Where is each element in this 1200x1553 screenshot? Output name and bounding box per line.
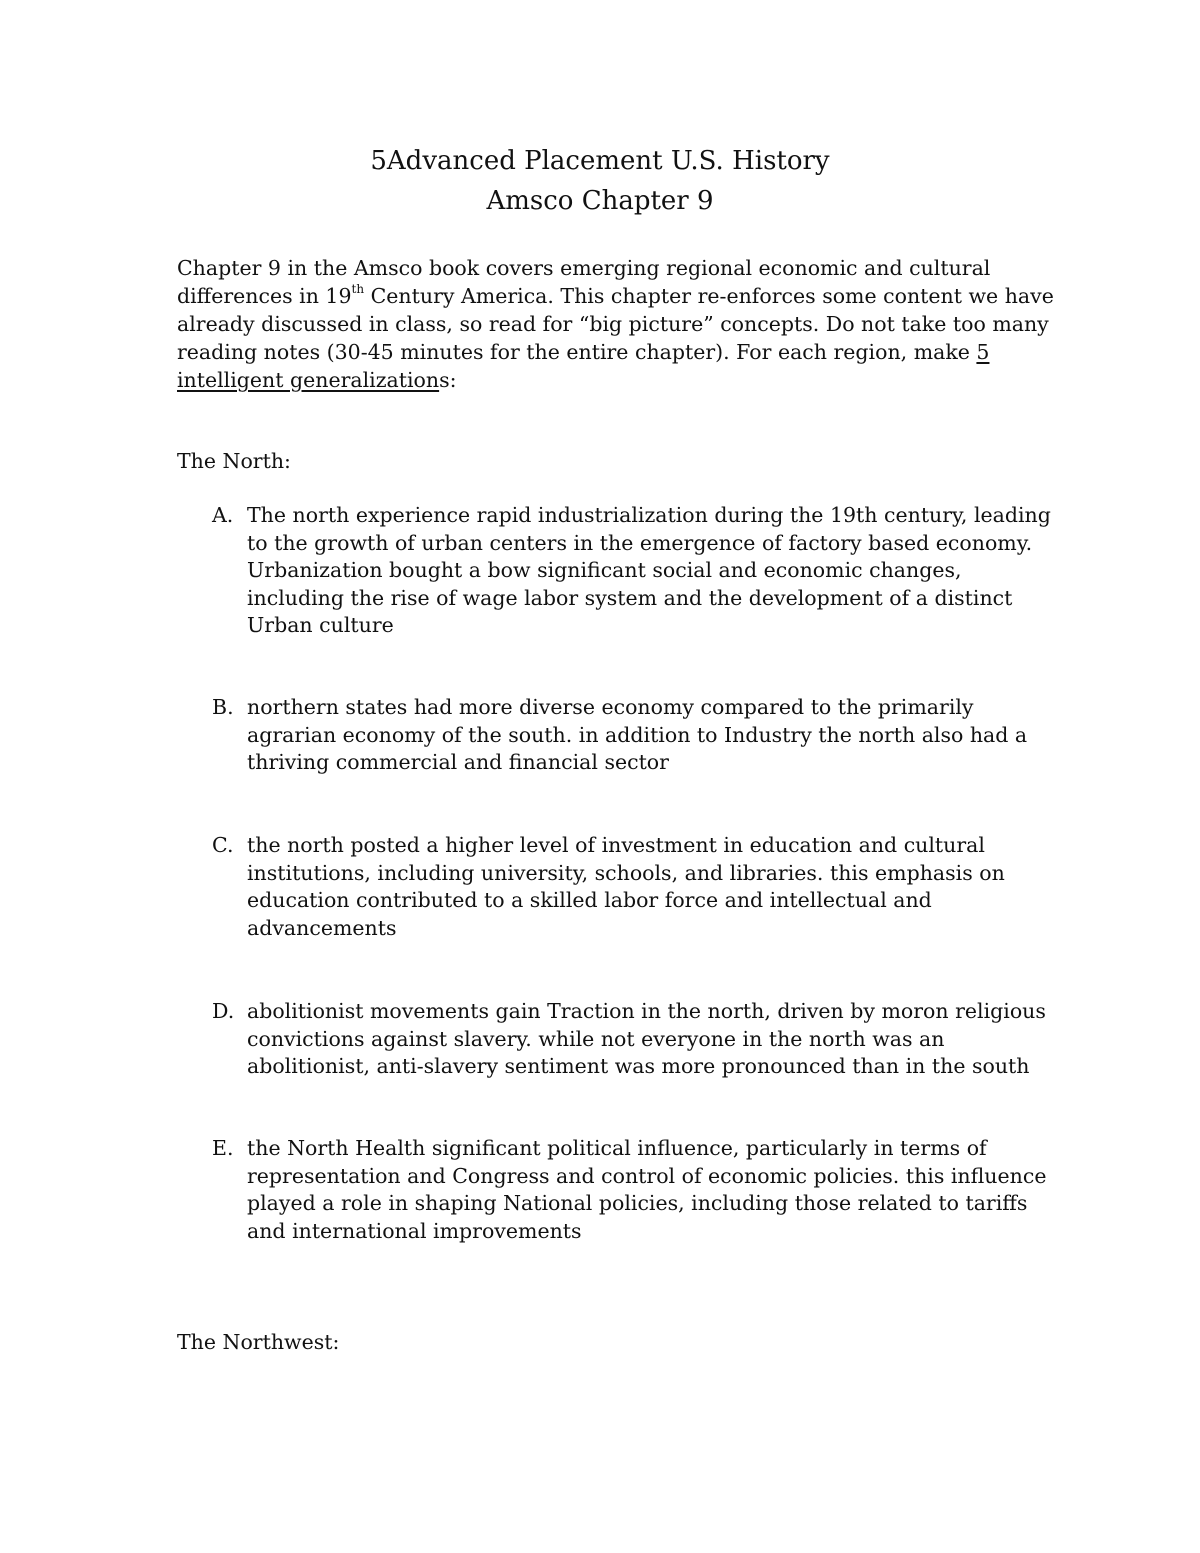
intro-underlined-text: 5 intelligent generalization bbox=[177, 340, 990, 392]
list-item-text: abolitionist movements gain Traction in the north, driven by moron religious convictions against slavery. while not everyone in the north was an abolitionist, anti-slavery sentiment was more pronounced than in the south bbox=[247, 999, 1046, 1078]
list-item-marker: D. bbox=[212, 999, 235, 1023]
list-item-marker: E. bbox=[212, 1136, 234, 1160]
list-item-marker: C. bbox=[212, 833, 234, 857]
list-item bbox=[212, 502, 1052, 640]
list-item-marker: B. bbox=[212, 695, 234, 719]
document-subtitle: Amsco Chapter 9 bbox=[486, 186, 714, 216]
list-item bbox=[212, 998, 1052, 1081]
list-item-text: the North Health significant political influence, particularly in terms of representation and Congress and control of economic policies. this influence played a role in shaping National policies, including those related to tariffs and international improvements bbox=[247, 1136, 1047, 1243]
intro-text-part1: Chapter 9 in the Amsco book covers emerging regional economic and cultural differences in 19 bbox=[177, 256, 991, 308]
intro-text-part3: s: bbox=[439, 368, 457, 392]
section-heading-north: The North: bbox=[177, 449, 291, 473]
list-item bbox=[212, 694, 1052, 777]
intro-paragraph bbox=[177, 254, 1057, 394]
intro-superscript: th bbox=[351, 282, 365, 297]
section-heading-northwest: The Northwest: bbox=[177, 1330, 340, 1354]
list-item-marker: A. bbox=[212, 503, 234, 527]
document-title: 5Advanced Placement U.S. History bbox=[370, 146, 830, 176]
list-item-text: northern states had more diverse economy compared to the primarily agrarian economy of the south. in addition to Industry the north also had a thriving commercial and financial sector bbox=[247, 695, 1028, 774]
list-item-text: the north posted a higher level of investment in education and cultural institutions, including university, schools, and libraries. this emphasis on education contributed to a skilled labor force and intellectual and advancements bbox=[247, 833, 1005, 940]
intro-text-part2: Century America. This chapter re-enforces some content we have already discussed in class, so read for “big picture” concepts. Do not take too many reading notes (30-45 minutes for the entire chapter). For each region, make bbox=[177, 284, 1054, 364]
list-item bbox=[212, 832, 1052, 942]
list-item bbox=[212, 1135, 1052, 1245]
list-item-text: The north experience rapid industrialization during the 19th century, leading to the growth of urban centers in the emergence of factory based economy. Urbanization bought a bow significant social and economic changes, including the rise of wage labor system and the development of a distinct Urban culture bbox=[247, 503, 1051, 637]
